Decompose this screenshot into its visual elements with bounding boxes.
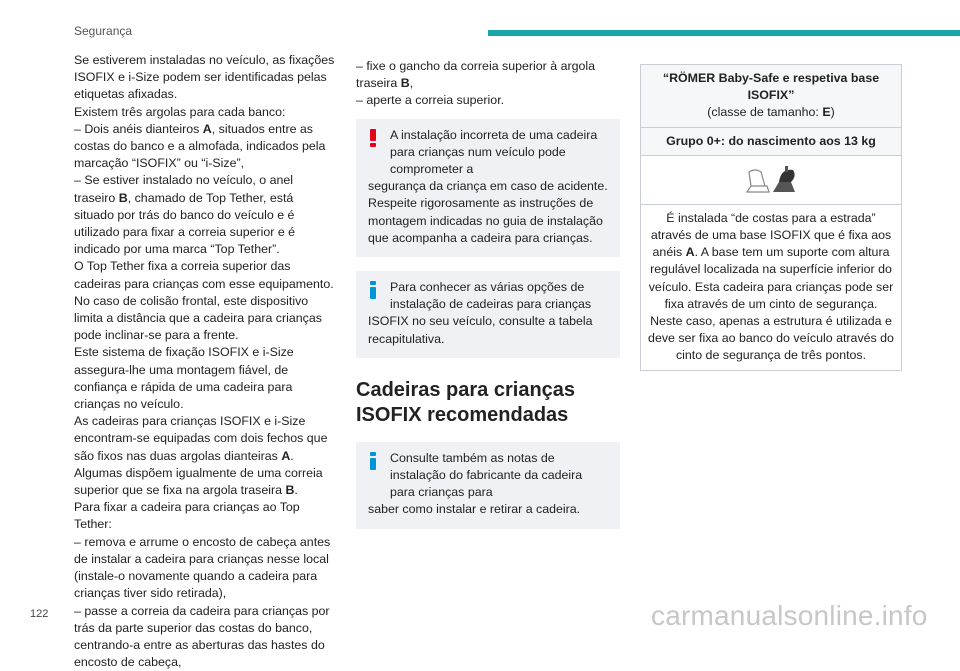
warning-icon <box>369 129 377 147</box>
paragraph: Este sistema de fixação ISOFIX e i-Size assegura-lhe uma montagem fiável, de confiança e rápida de uma cadeira para crianças no veículo. <box>74 344 336 413</box>
table-group: Grupo 0+: do nascimento aos 13 kg <box>666 134 876 148</box>
info-box-2 <box>356 442 620 529</box>
steps-list <box>356 58 620 110</box>
paragraph: – Se estiver instalado no veículo, o anel traseiro B, chamado de Top Tether, está situado por trás do banco do veículo e é utilizado para fixar a correia superior e é indicado por uma marca “Top Tether”. <box>74 172 336 258</box>
info-icon <box>369 452 377 470</box>
section-title: Segurança <box>74 24 132 38</box>
column-3 <box>640 64 902 371</box>
warning-box <box>356 119 620 257</box>
column-2 <box>356 58 620 529</box>
page-number: 122 <box>30 608 48 620</box>
section-heading: Cadeiras para crianças ISOFIX recomendadas <box>356 378 620 428</box>
table-description-row <box>641 205 901 370</box>
info1-text-first: Para conhecer as várias opções de instalação de cadeiras para crianças <box>368 279 610 313</box>
paragraph: Algumas dispõem igualmente de uma correia superior que se fixa na argola traseira B. <box>74 465 336 499</box>
paragraph: – Dois anéis dianteiros A, situados entre as costas do banco e a almofada, indicados pela marcação “ISOFIX” ou “i-Size”, <box>74 121 336 173</box>
table-group-row <box>641 128 901 156</box>
paragraph: Se estiverem instaladas no veículo, as fixações ISOFIX e i-Size podem ser identificadas pelas etiquetas afixadas. <box>74 52 336 104</box>
info1-text-rest: ISOFIX no seu veículo, consulte a tabela recapitulativa. <box>368 313 610 347</box>
header-accent-bar <box>488 30 960 36</box>
info2-text-first: Consulte também as notas de instalação do fabricante da cadeira para crianças para <box>368 450 610 502</box>
info-box-1 <box>356 271 620 358</box>
step-item: – aperte a correia superior. <box>356 92 620 109</box>
paragraph: As cadeiras para crianças ISOFIX e i-Size encontram-se equipadas com dois fechos que são fixos nas duas argolas dianteiras A. <box>74 413 336 465</box>
paragraph: Existem três argolas para cada banco: <box>74 104 336 121</box>
table-title: “RÖMER Baby-Safe e respetiva base ISOFIX” <box>663 71 879 102</box>
info2-text-rest: saber como instalar e retirar a cadeira. <box>368 501 610 518</box>
paragraph: – passe a correia da cadeira para crianças por trás da parte superior das costas do banco, centrando-a entre as aberturas das hastes do encosto de cabeça, <box>74 603 336 671</box>
paragraph: – remova e arrume o encosto de cabeça antes de instalar a cadeira para crianças nesse local (instale-o novamente quando a cadeira para crianças tiver sido retirada), <box>74 534 336 603</box>
child-seat-illustration <box>739 162 803 198</box>
warning-text-rest: segurança da criança em caso de acidente. Respeite rigorosamente as instruções de montagem indicadas no guia de instalação que acompanha a cadeira para crianças. <box>368 178 610 247</box>
table-size-class: (classe de tamanho: E) <box>707 105 834 119</box>
warning-text-first: A instalação incorreta de uma cadeira para crianças num veículo pode comprometer a <box>368 127 610 179</box>
info-icon <box>369 281 377 299</box>
table-title-row <box>641 65 901 128</box>
paragraph: O Top Tether fixa a correia superior das cadeiras para crianças com esse equipamento. No caso de colisão frontal, este dispositivo limita a distância que a cadeira para crianças pode inclinar-se para a frente. <box>74 258 336 344</box>
paragraph: Para fixar a cadeira para crianças ao Top Tether: <box>74 499 336 533</box>
table-image-row <box>641 156 901 205</box>
step-item: – fixe o gancho da correia superior à argola traseira B, <box>356 58 620 92</box>
column-1 <box>74 52 336 671</box>
watermark: carmanualsonline.info <box>651 600 928 632</box>
table-description: É instalada “de costas para a estrada” através de uma base ISOFIX que é fixa aos anéis A. A base tem um suporte com altura regulável localizada na superfície inferior do veículo. Esta cadeira para crianças pode ser fixa através de um cinto de segurança. Neste caso, apenas a estrutura é utilizada e deve ser fixa ao banco do veículo através do cinto de segurança de três pontos. <box>648 211 894 363</box>
child-seat-table <box>640 64 902 371</box>
